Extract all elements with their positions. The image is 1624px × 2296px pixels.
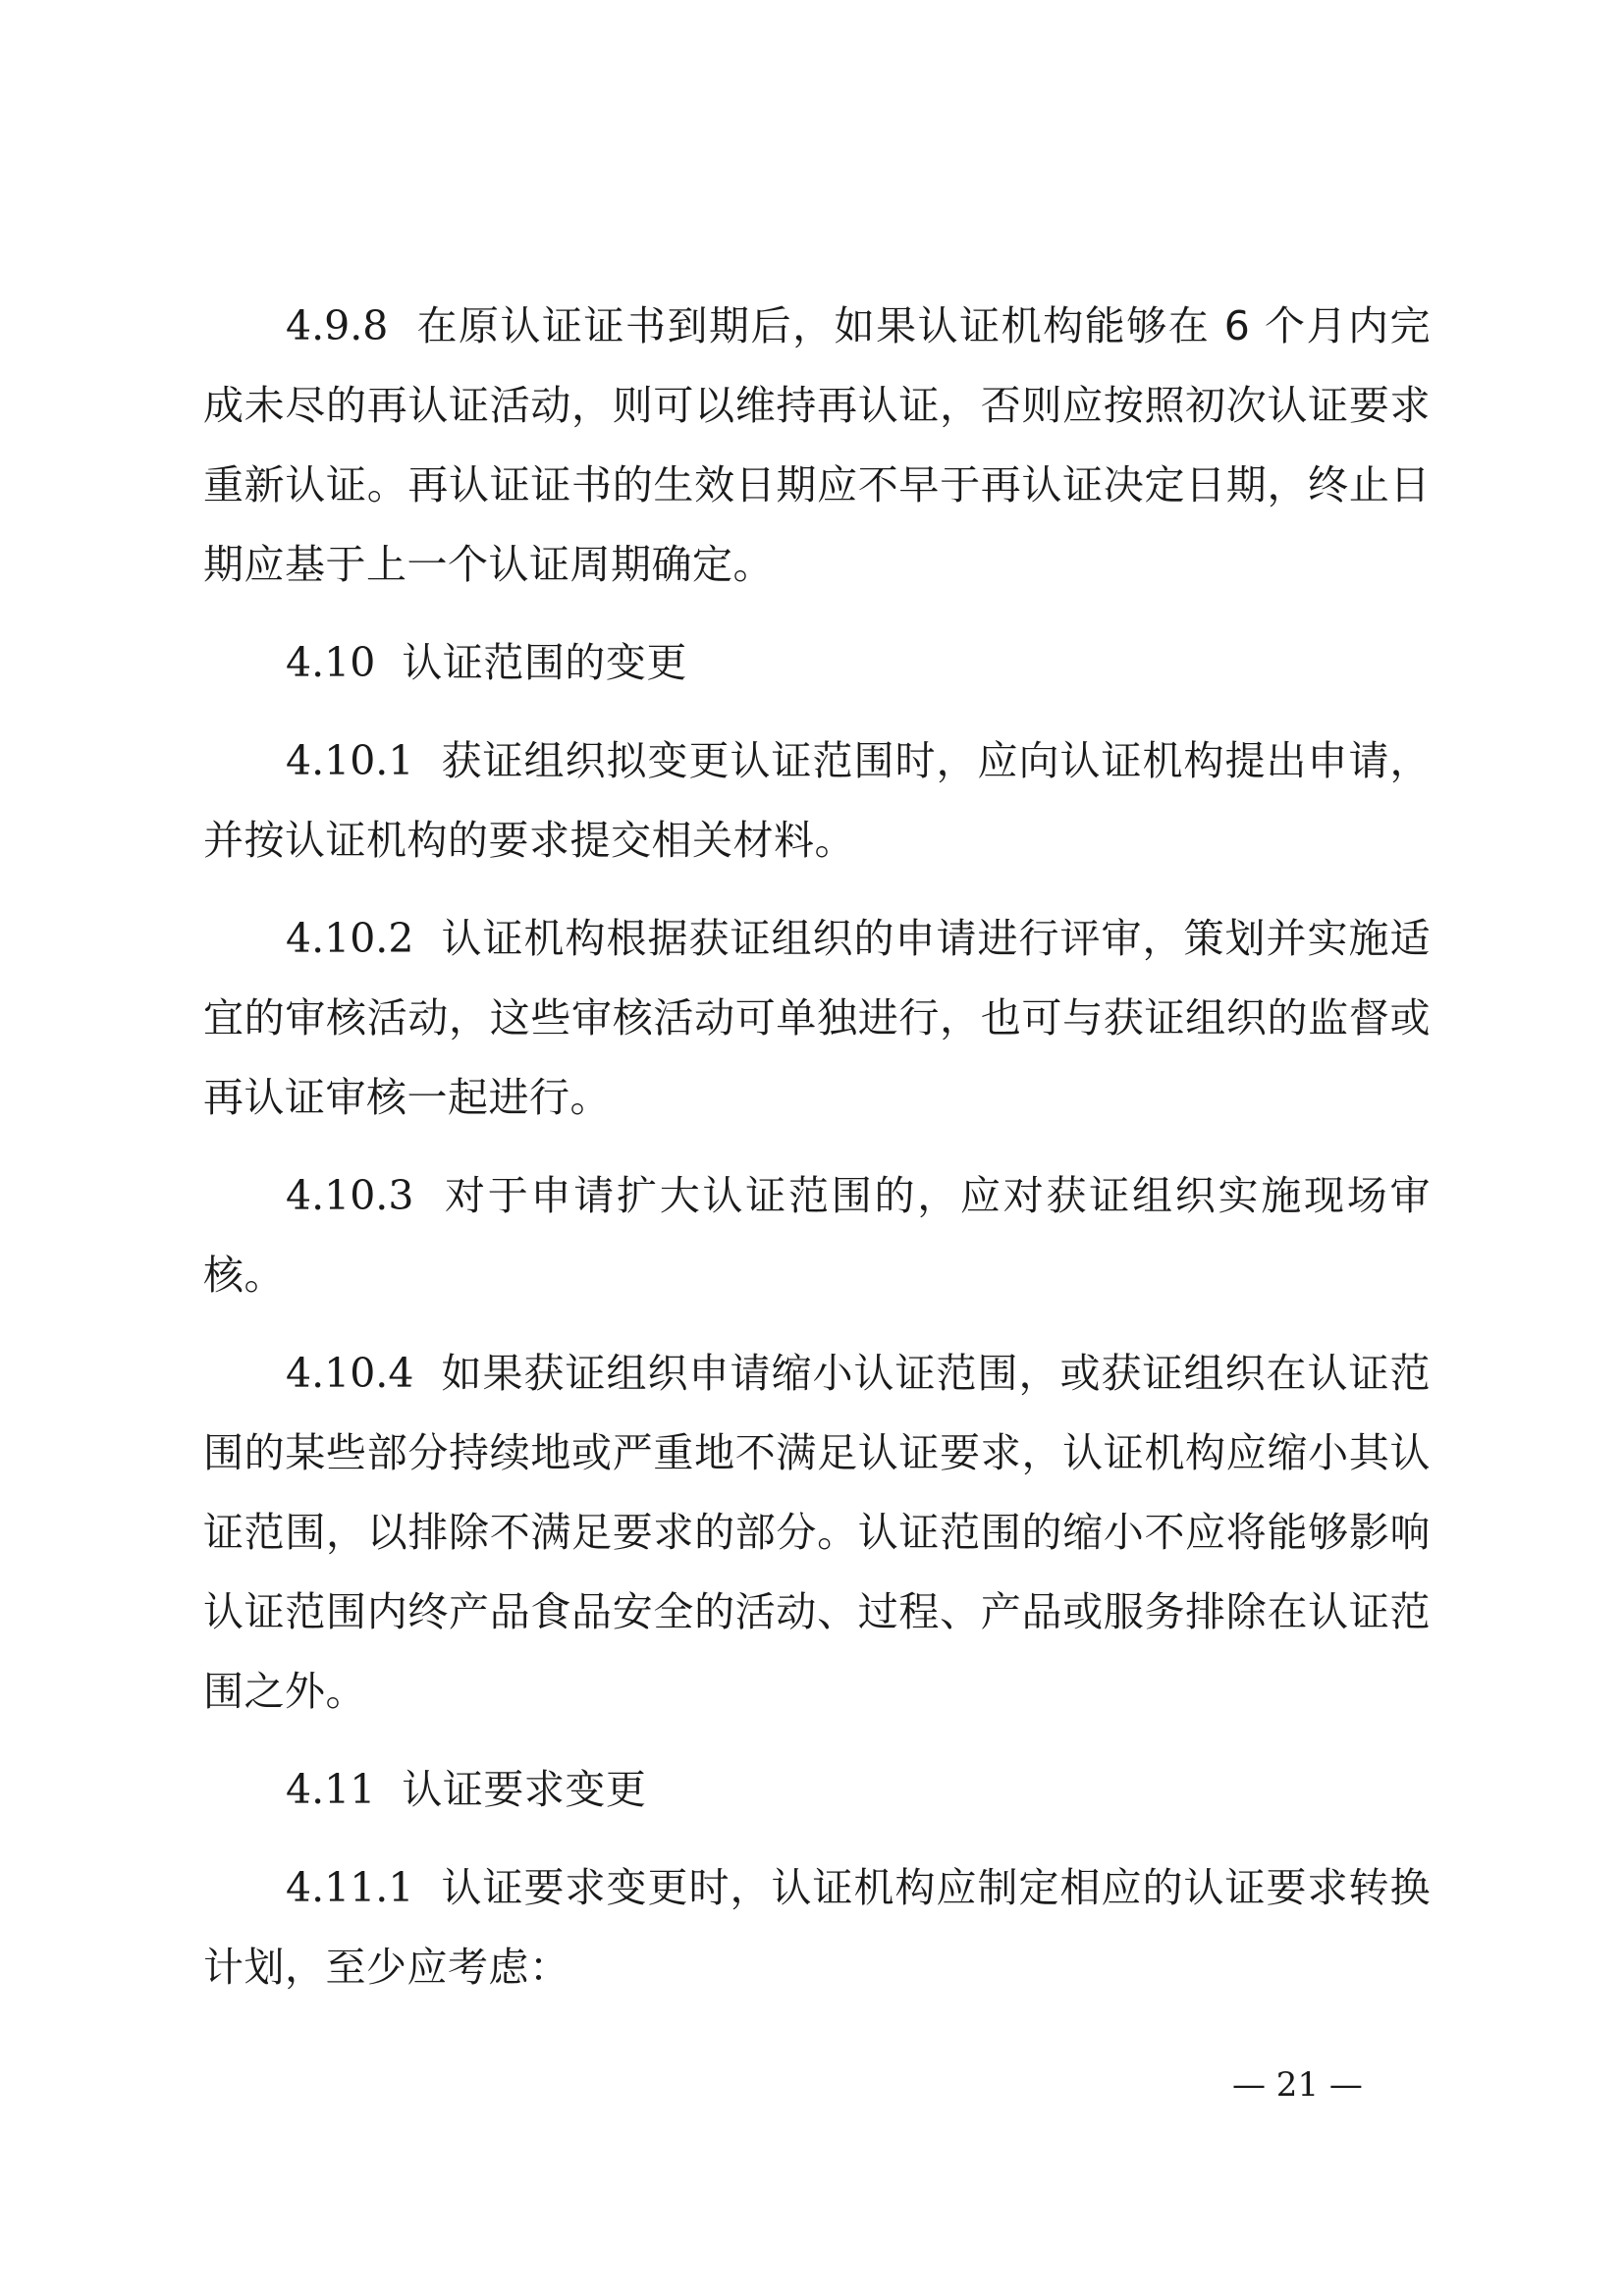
page-number: — 21 — — [1232, 2065, 1363, 2105]
paragraph-4-10-3 — [203, 1156, 1431, 1315]
paragraph-4-11-1 — [203, 1848, 1431, 2007]
clause-text: 在原认证证书到期后，如果认证机构能够在 6 个月内完成未尽的再认证活动，则可以维持再认证，否则应按照初次认证要求重新认证。再认证证书的生效日期应不早于再认证决定日期，终止日期应基于上一个认证周期确定。 — [203, 302, 1431, 588]
clause-text: 认证要求变更 — [402, 1766, 647, 1813]
clause-number: 4.9.8 — [286, 302, 389, 349]
heading-4-11 — [203, 1750, 1431, 1830]
clause-number: 4.10.4 — [286, 1350, 414, 1397]
paragraph-4-10-2 — [203, 899, 1431, 1138]
heading-4-10 — [203, 623, 1431, 703]
document-body — [203, 287, 1431, 2007]
clause-number: 4.10.3 — [286, 1172, 414, 1219]
clause-text: 认证要求变更时，认证机构应制定相应的认证要求转换计划，至少应考虑： — [203, 1864, 1431, 1991]
clause-number: 4.10 — [286, 639, 376, 686]
paragraph-4-10-1 — [203, 721, 1431, 881]
clause-text: 认证范围的变更 — [402, 639, 687, 686]
clause-number: 4.11.1 — [286, 1864, 414, 1911]
clause-number: 4.10.2 — [286, 915, 414, 962]
clause-text: 认证机构根据获证组织的申请进行评审，策划并实施适宜的审核活动，这些审核活动可单独进行，也可与获证组织的监督或再认证审核一起进行。 — [203, 915, 1431, 1121]
clause-text: 获证组织拟变更认证范围时，应向认证机构提出申请，并按认证机构的要求提交相关材料。 — [203, 737, 1431, 864]
paragraph-4-9-8 — [203, 287, 1431, 605]
clause-number: 4.11 — [286, 1766, 376, 1813]
clause-text: 如果获证组织申请缩小认证范围，或获证组织在认证范围的某些部分持续地或严重地不满足认证要求，认证机构应缩小其认证范围，以排除不满足要求的部分。认证范围的缩小不应将能够影响认证范围内终产品食品安全的活动、过程、产品或服务排除在认证范围之外。 — [203, 1350, 1431, 1715]
clause-text: 对于申请扩大认证范围的，应对获证组织实施现场审核。 — [203, 1172, 1431, 1299]
clause-number: 4.10.1 — [286, 737, 414, 784]
paragraph-4-10-4 — [203, 1334, 1431, 1732]
